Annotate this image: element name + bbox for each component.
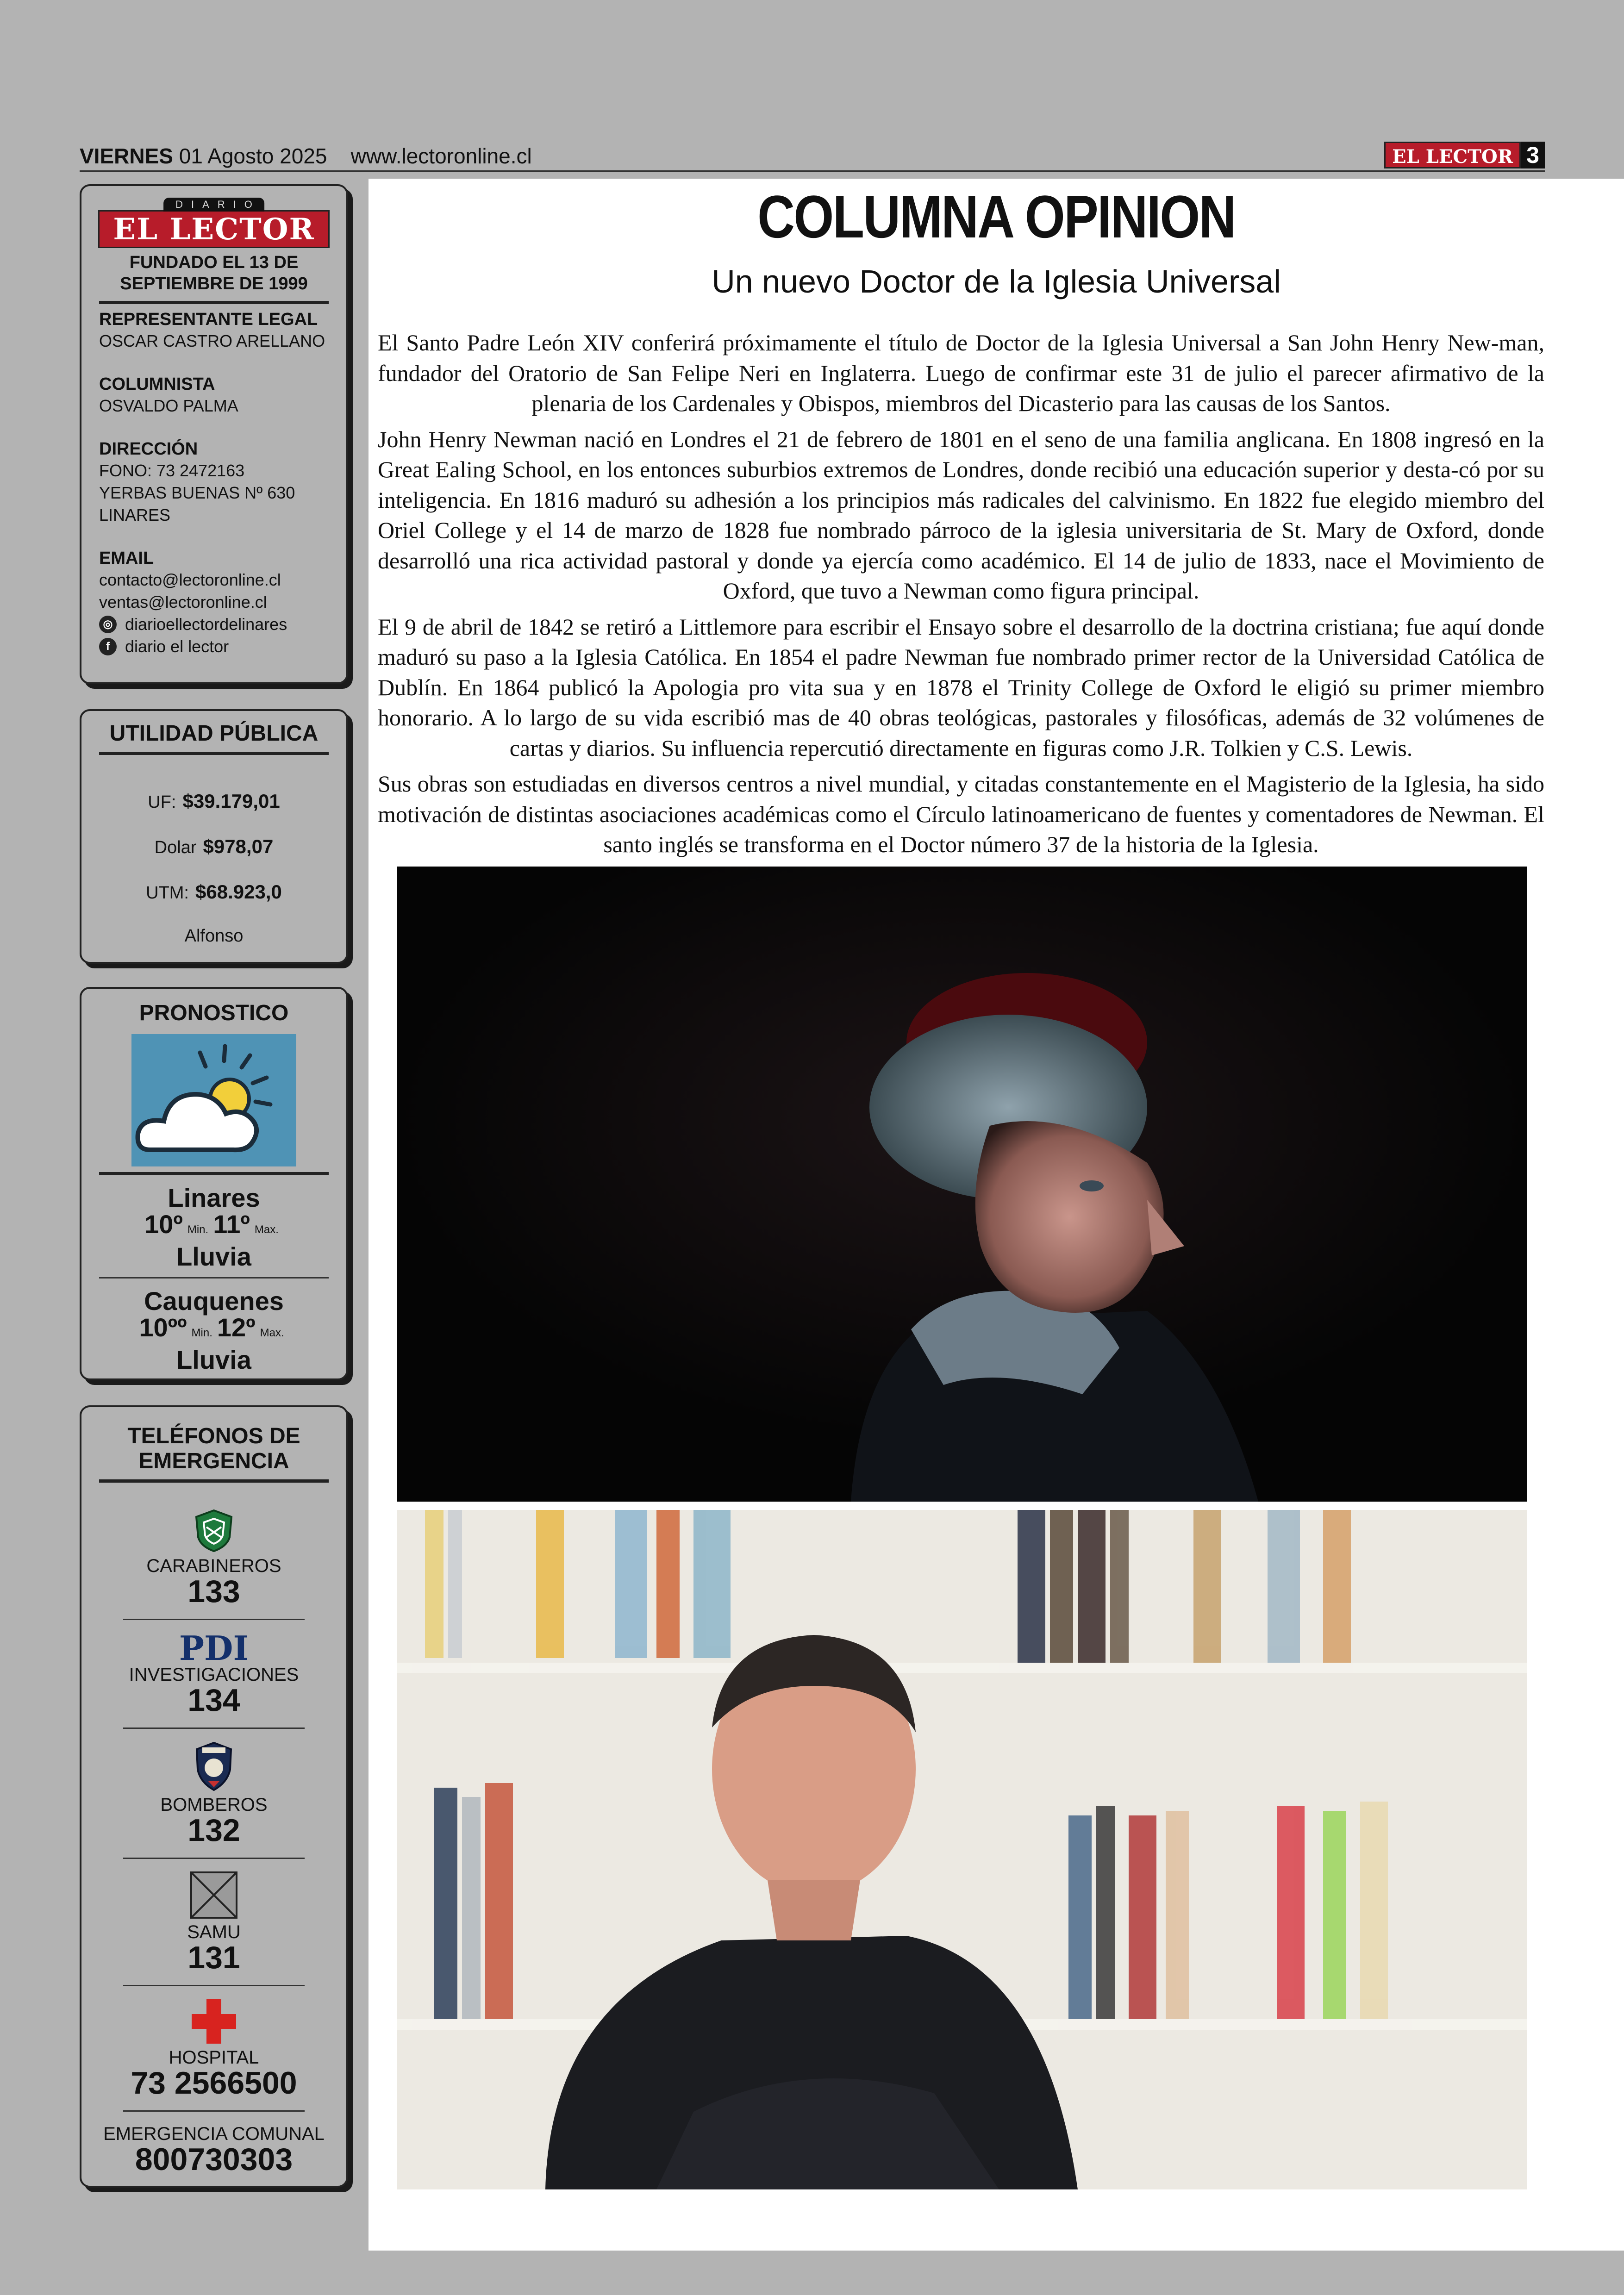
founded-text: FUNDADO EL 13 DE SEPTIEMBRE DE 1999 — [120, 253, 308, 293]
temp-max: 12º — [217, 1313, 256, 1342]
dolar-value: $978,07 — [203, 836, 274, 857]
columnist-name: OSVALDO PALMA — [99, 396, 238, 415]
temp-max: 11º — [213, 1210, 250, 1239]
dolar-label: Dolar — [154, 838, 197, 857]
emergency-label: SAMU — [187, 1922, 241, 1942]
emergency-label: HOSPITAL — [169, 2047, 259, 2068]
article-body — [378, 328, 1544, 860]
section-title: COLUMNA OPINION — [757, 183, 1235, 250]
instagram-icon: ◎ — [99, 616, 117, 633]
emergency-label: EMERGENCIA COMUNAL — [103, 2124, 325, 2144]
header-logo — [1384, 142, 1545, 168]
newman-portrait-image — [397, 867, 1527, 1502]
red-cross-icon — [191, 1998, 237, 2045]
masthead-logo — [98, 199, 330, 248]
uf-row — [81, 790, 346, 812]
emergency-number: 134 — [187, 1683, 240, 1718]
samu-placeholder-icon — [190, 1871, 238, 1919]
emergency-number: 131 — [187, 1940, 240, 1975]
forecast-title: PRONOSTICO — [139, 1001, 289, 1025]
phone-text: FONO: 73 2472163 — [99, 461, 245, 480]
divider — [99, 1479, 329, 1483]
max-label: Max. — [260, 1327, 284, 1339]
utm-value: $68.923,0 — [195, 881, 282, 903]
forecast-linares — [81, 1185, 346, 1271]
divider — [99, 1277, 329, 1278]
uf-label: UF: — [148, 792, 176, 812]
emergency-number: 800730303 — [135, 2142, 293, 2177]
street-text: YERBAS BUENAS Nº 630 — [99, 483, 295, 502]
article-title: Un nuevo Doctor de la Iglesia Universal — [712, 263, 1281, 299]
header-website[interactable]: www.lectoronline.cl — [350, 144, 532, 168]
page-header — [80, 142, 1545, 169]
email-section — [99, 548, 329, 658]
masthead-diario: DIARIO — [163, 198, 264, 212]
divider — [123, 1985, 305, 1986]
main-column — [369, 179, 1624, 2251]
email-heading: EMAIL — [99, 549, 154, 568]
forecast-box — [80, 987, 348, 1380]
masthead-box — [80, 184, 348, 684]
divider — [123, 1619, 305, 1620]
utility-box — [80, 709, 348, 964]
temp-min: 10ºº — [139, 1313, 187, 1342]
max-label: Max. — [254, 1223, 279, 1236]
cloud-sun-icon — [131, 1034, 296, 1166]
city-text: LINARES — [99, 505, 171, 524]
email-ventas[interactable]: ventas@lectoronline.cl — [99, 592, 267, 611]
email-contacto[interactable]: contacto@lectoronline.cl — [99, 570, 281, 589]
pdi-logo-icon: PDI — [179, 1628, 249, 1668]
emergency-hospital[interactable] — [81, 1998, 346, 2101]
legal-section — [99, 309, 329, 352]
header-logo-text: EL LECTOR — [1384, 142, 1521, 168]
emergency-number: 133 — [187, 1574, 240, 1609]
columnist-section — [99, 374, 329, 417]
emergency-title: TELÉFONOS DE EMERGENCIA — [127, 1424, 300, 1473]
page-number: 3 — [1521, 142, 1545, 168]
article-paragraph: Sus obras son estudiadas en diversos centros a nivel mundial, y citadas constantemente en el Magisterio de la Iglesia, ha sido motivación de distintas asociaciones académicas como el Círculo latinoamericano de fuentes y comentadores de Newman. El santo inglés se transforma en el Doctor número 37 de la historia de la Iglesia. — [378, 771, 1544, 857]
divider — [99, 301, 329, 304]
emergency-number: 73 2566500 — [131, 2065, 297, 2101]
weather-condition: Lluvia — [176, 1242, 251, 1271]
columnist-photo-image — [397, 1510, 1527, 2189]
uf-value: $39.179,01 — [182, 790, 280, 812]
facebook-link[interactable] — [99, 636, 329, 658]
legal-name: OSCAR CASTRO ARELLANO — [99, 331, 325, 350]
city-name: Cauquenes — [144, 1286, 284, 1316]
emergency-pdi[interactable] — [81, 1628, 346, 1718]
carabineros-badge-icon — [192, 1509, 236, 1553]
emergency-label: BOMBEROS — [160, 1795, 268, 1815]
article-paragraph: El 9 de abril de 1842 se retiró a Littlemore para escribir el Ensayo sobre el desarrollo de la doctrina cristiana; fue aquí donde maduró su paso a la Iglesia Católica. En 1854 el padre Newman fue nombrado primer rector de la Universidad Católica de Dublín. En 1864 publicó la Apologia pro vita sua y en 1878 el Trinity College de Oxford le eligió su primer miembro honorario. A lo largo de su vida escribió mas de 40 obras teológicas, pastorales y filosóficas, además de 32 volúmenes de cartas y diarios. Su influencia repercutió directamente en figuras como J.R. Tolkien y C.S. Lewis. — [378, 613, 1544, 761]
emergency-comunal[interactable] — [81, 2124, 346, 2175]
header-day: VIERNES — [80, 144, 173, 168]
emergency-label: INVESTIGACIONES — [129, 1665, 299, 1685]
article-paragraph: El Santo Padre León XIV conferirá próximamente el título de Doctor de la Iglesia Universal a San John Henry New-man, fundador del Oratorio de San Felipe Neri en Inglaterra. Luego de confirmar este 31 de julio el parecer afirmativo de la plenaria de los Cardenales y Obispos, miembros del Dicasterio para las causas de los Santos. — [378, 330, 1544, 416]
temps-row — [81, 1315, 346, 1346]
address-heading: DIRECCIÓN — [99, 439, 198, 459]
utm-row — [81, 881, 346, 903]
facebook-icon: f — [99, 638, 117, 655]
emergency-samu[interactable] — [81, 1871, 346, 1973]
divider — [99, 752, 329, 755]
masthead-name: EL LECTOR — [113, 212, 315, 247]
emergency-carabineros[interactable] — [81, 1509, 346, 1607]
temp-min: 10º — [144, 1210, 183, 1239]
santoral: Alfonso — [184, 926, 244, 946]
city-name: Linares — [168, 1183, 260, 1212]
emergency-box — [80, 1405, 348, 2188]
forecast-cauquenes — [81, 1288, 346, 1374]
temps-row — [81, 1211, 346, 1243]
header-rule — [80, 170, 1545, 172]
divider — [123, 2110, 305, 2112]
emergency-number: 132 — [187, 1813, 240, 1848]
instagram-link[interactable] — [99, 613, 329, 636]
article-paragraph: John Henry Newman nació en Londres el 21 de febrero de 1801 en el seno de una familia anglicana. En 1808 ingresó en la Great Ealing School, en los entonces suburbios extremos de Londres, donde recibió una educación superior y desta-có por su inteligencia. En 1816 maduró su adhesión a los principios más radicales del calvinismo. En 1822 fue elegido miembro del Oriel College y el 14 de marzo de 1828 fue nombrado párroco de la iglesia universitaria de St. Mary de Oxford, donde desarrolló una rica actividad pastoral y donde ya ejercía como académico. El 14 de julio de 1833, nace el Movimiento de Oxford, que tuvo a Newman como figura principal. — [378, 426, 1544, 604]
utm-label: UTM: — [146, 883, 189, 903]
header-date: 01 Agosto 2025 — [179, 144, 327, 168]
utility-title: UTILIDAD PÚBLICA — [109, 721, 319, 746]
divider — [123, 1858, 305, 1859]
instagram-handle: diarioellectordelinares — [125, 615, 287, 634]
weather-condition: Lluvia — [176, 1345, 251, 1374]
emergency-label: CARABINEROS — [146, 1556, 281, 1576]
divider — [123, 1727, 305, 1729]
columnist-heading: COLUMNISTA — [99, 374, 215, 394]
bomberos-badge-icon — [193, 1741, 235, 1792]
emergency-bomberos[interactable] — [81, 1741, 346, 1846]
address-section — [99, 438, 329, 526]
min-label: Min. — [187, 1223, 209, 1236]
divider — [99, 1172, 329, 1175]
dolar-row — [81, 836, 346, 858]
dateline — [80, 143, 532, 168]
min-label: Min. — [191, 1327, 212, 1339]
facebook-handle: diario el lector — [125, 637, 229, 656]
legal-heading: REPRESENTANTE LEGAL — [99, 310, 318, 329]
